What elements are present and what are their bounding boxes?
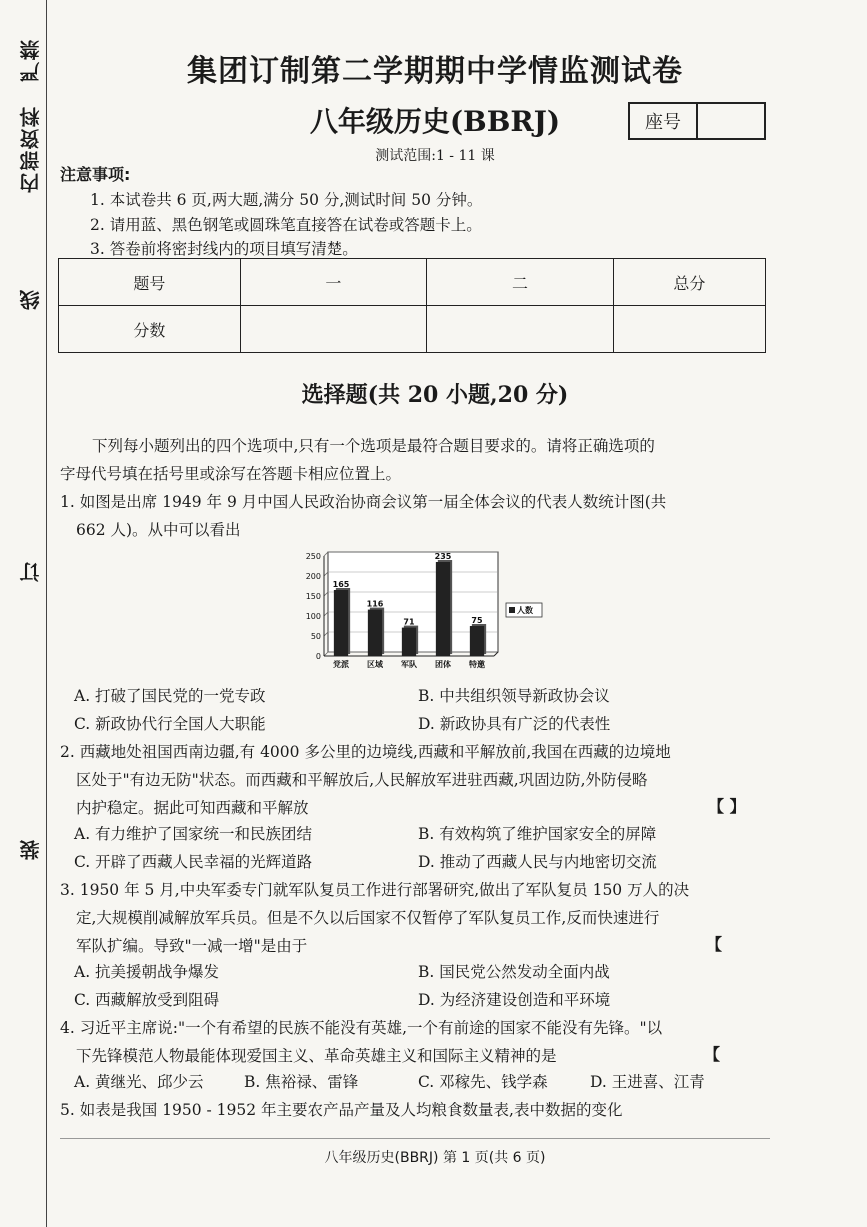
- question-4-line: 4. 习近平主席说:"一个有希望的民族不能没有英雄,一个有前途的国家不能没有先锋。"以: [60, 1019, 663, 1037]
- notice-item: 1. 本试卷共 6 页,两大题,满分 50 分,测试时间 50 分钟。: [90, 191, 483, 209]
- chart-x-tick-label: 区域: [367, 660, 383, 669]
- chart-data-label: 235: [434, 552, 452, 561]
- score-row-label: 分数: [59, 306, 241, 353]
- q2-option-d[interactable]: D. 推动了西藏人民与内地密切交流: [418, 853, 657, 871]
- chart-bar: [402, 628, 416, 656]
- question-2-line: 内护稳定。据此可知西藏和平解放: [76, 799, 309, 817]
- chart-gridline: [324, 592, 328, 596]
- q2-option-b[interactable]: B. 有效构筑了维护国家安全的屏障: [418, 825, 657, 843]
- section-intro-line: 字母代号填在括号里或涂写在答题卡相应位置上。: [60, 465, 402, 483]
- chart-data-label: 116: [366, 599, 384, 609]
- score-cell[interactable]: [240, 306, 427, 353]
- seat-label: 座号: [630, 104, 698, 138]
- question-1-line: 662 人)。从中可以看出: [76, 521, 241, 539]
- chart-legend-label: 人数: [517, 606, 533, 615]
- margin-label-staple: 装: [19, 838, 43, 860]
- notice-heading: 注意事项:: [60, 165, 131, 184]
- q1-option-b[interactable]: B. 中共组织领导新政协会议: [418, 687, 610, 705]
- chart-bar: [368, 610, 382, 656]
- exam-subtitle: 八年级历史(BBRJ): [309, 105, 561, 138]
- q3-option-d[interactable]: D. 为经济建设创造和平环境: [418, 991, 611, 1009]
- q3-option-c[interactable]: C. 西藏解放受到阻碍: [74, 991, 220, 1009]
- chart-bar: [470, 626, 484, 656]
- score-cell[interactable]: [427, 306, 614, 353]
- seat-number-field[interactable]: [698, 104, 764, 138]
- notice-item: 3. 答卷前将密封线内的项目填写清楚。: [90, 240, 358, 258]
- test-range: 测试范围:1 - 11 课: [375, 148, 495, 164]
- q3-option-b[interactable]: B. 国民党公然发动全面内战: [418, 963, 610, 981]
- q4-option-b[interactable]: B. 焦裕禄、雷锋: [244, 1073, 359, 1091]
- delegate-bar-chart: [294, 548, 544, 674]
- chart-gridline: [324, 552, 328, 556]
- section-title: 选择题(共 20 小题,20 分): [301, 382, 569, 408]
- chart-data-label: 75: [471, 616, 483, 625]
- chart-gridline: [324, 572, 328, 576]
- chart-gridline: [324, 612, 328, 616]
- q2-option-c[interactable]: C. 开辟了西藏人民幸福的光辉道路: [74, 853, 313, 871]
- margin-label-bind: 订: [19, 560, 43, 582]
- question-2-line: 2. 西藏地处祖国西南边疆,有 4000 多公里的边境线,西藏和平解放前,我国在西藏的边境地: [60, 743, 671, 761]
- score-header-cell: 总分: [613, 259, 765, 306]
- score-table: [58, 258, 766, 353]
- q4-option-d[interactable]: D. 王进喜、江青: [590, 1073, 705, 1091]
- notice-item: 2. 请用蓝、黑色钢笔或圆珠笔直接答在试卷或答题卡上。: [90, 216, 482, 234]
- score-header-cell: 题号: [59, 259, 241, 306]
- chart-y-tick-label: 150: [305, 592, 321, 601]
- section-intro-line: 下列每小题列出的四个选项中,只有一个选项是最符合题目要求的。请将正确选项的: [92, 437, 655, 455]
- q2-option-a[interactable]: A. 有力维护了国家统一和民族团结: [74, 825, 313, 843]
- chart-bar: [334, 590, 348, 656]
- score-header-cell: 二: [427, 259, 614, 306]
- question-3-line: 定,大规模削减解放军兵员。但是不久以后国家不仅暂停了军队复员工作,反而快速进行: [76, 909, 660, 927]
- score-cell[interactable]: [613, 306, 765, 353]
- chart-x-tick-label: 特邀: [469, 660, 485, 669]
- chart-data-label: 165: [332, 580, 350, 589]
- chart-x-tick-label: 党派: [333, 660, 349, 669]
- chart-y-tick-label: 0: [315, 652, 321, 661]
- footer-divider: [60, 1138, 770, 1139]
- q3-answer-bracket[interactable]: 【: [706, 935, 723, 954]
- chart-gridline: [324, 652, 328, 656]
- chart-x-tick-label: 军队: [401, 660, 417, 669]
- q4-answer-bracket[interactable]: 【: [704, 1045, 721, 1064]
- chart-y-tick-label: 200: [305, 572, 321, 581]
- page-footer: 八年级历史(BBRJ) 第 1 页(共 6 页): [324, 1150, 546, 1166]
- chart-bar: [436, 562, 450, 656]
- chart-y-tick-label: 100: [305, 612, 321, 621]
- question-5-line: 5. 如表是我国 1950 - 1952 年主要农产品产量及人均粮食数量表,表中数据的变化: [60, 1101, 623, 1119]
- chart-legend-swatch: [509, 607, 515, 613]
- chart-x-tick-label: 团体: [435, 660, 451, 669]
- q1-option-c[interactable]: C. 新政协代行全国人大职能: [74, 715, 266, 733]
- q4-option-a[interactable]: A. 黄继光、邱少云: [74, 1073, 204, 1091]
- q4-option-c[interactable]: C. 邓稼先、钱学森: [418, 1073, 548, 1091]
- chart-gridline: [324, 632, 328, 636]
- q1-option-a[interactable]: A. 打破了国民党的一党专政: [74, 687, 266, 705]
- chart-y-tick-label: 50: [310, 632, 321, 641]
- score-header-cell: 一: [240, 259, 427, 306]
- seat-number-box[interactable]: [628, 102, 766, 140]
- q2-answer-bracket[interactable]: 【 】: [708, 797, 746, 816]
- question-1-line: 1. 如图是出席 1949 年 9 月中国人民政治协商会议第一届全体会议的代表人数统计图(共: [60, 493, 667, 511]
- q1-option-d[interactable]: D. 新政协具有广泛的代表性: [418, 715, 611, 733]
- question-2-line: 区处于"有边无防"状态。而西藏和平解放后,人民解放军进驻西藏,巩固边防,外防侵略: [76, 771, 648, 789]
- question-3-line: 3. 1950 年 5 月,中央军委专门就军队复员工作进行部署研究,做出了军队复员 150 万人的决: [60, 881, 690, 899]
- chart-floor-edge: [494, 652, 498, 656]
- margin-label-line: 线: [19, 288, 43, 310]
- exam-title: 集团订制第二学期期中学情监测试卷: [187, 54, 683, 89]
- question-3-line: 军队扩编。导致"一减一增"是由于: [76, 937, 308, 955]
- chart-data-label: 71: [403, 617, 415, 627]
- margin-label-strict: 严禁: [19, 38, 43, 82]
- binding-line: [46, 0, 47, 1227]
- chart-y-tick-label: 250: [305, 552, 321, 561]
- question-4-line: 下先锋模范人物最能体现爱国主义、革命英雄主义和国际主义精神的是: [76, 1047, 557, 1065]
- margin-label-internal: 内部资料: [19, 105, 43, 193]
- q3-option-a[interactable]: A. 抗美援朝战争爆发: [74, 963, 220, 981]
